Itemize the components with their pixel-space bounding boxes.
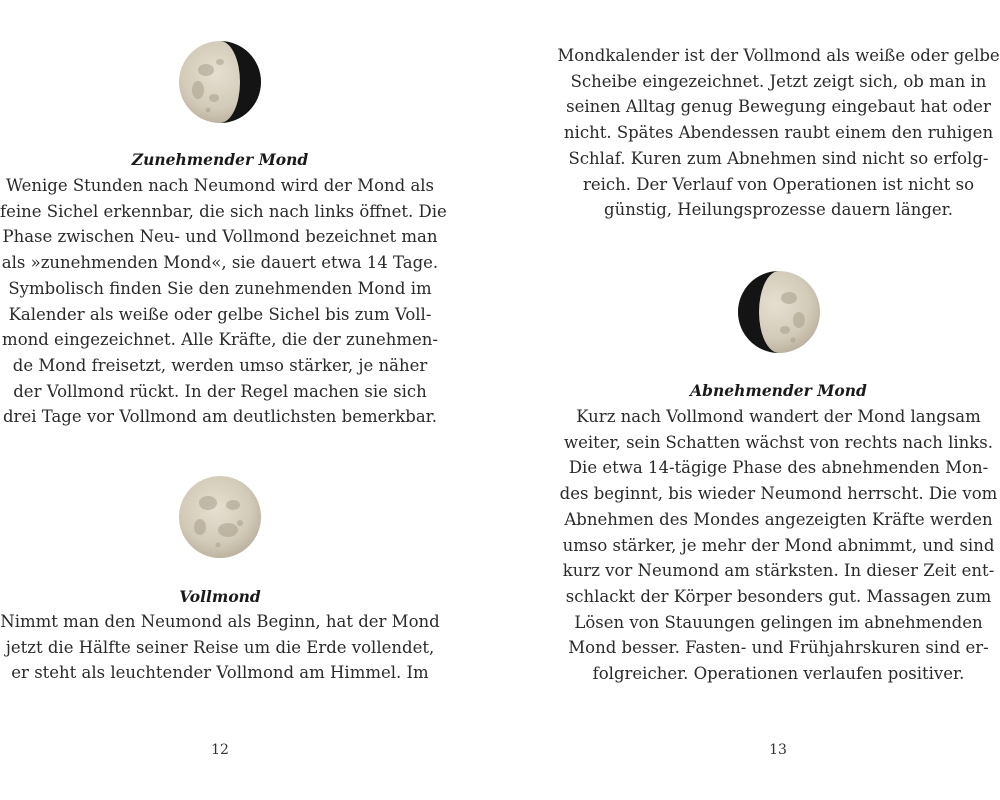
text-line: kurz vor Neumond am stärksten. In dieser Zeit ent- [562,561,995,581]
section-title-waxing: Zunehmender Mond [131,150,309,169]
section-title-waning: Abnehmender Mond [690,381,867,400]
continued-text [557,43,1000,223]
text-line: folgreicher. Operationen verlaufen positiver. [592,664,965,684]
text-line: des beginnt, bis wieder Neumond herrscht. Die vom [559,484,998,504]
section-text-waxing [0,173,447,430]
text-line: Wenige Stunden nach Neumond wird der Mond als [5,176,435,195]
text-line: reich. Der Verlauf von Operationen ist nicht so [582,174,975,194]
text-line: schlackt der Körper besonders gut. Massagen zum [565,586,992,606]
right-page [557,0,1000,800]
text-line: Die etwa 14-tägige Phase des abnehmenden Mon- [568,458,989,478]
page-number-right: 13 [769,742,787,758]
left-page [0,0,447,800]
full-moon-icon [178,475,262,559]
text-line: Kalender als weiße oder gelbe Sichel bis zum Voll- [8,304,432,324]
text-line: der Vollmond rückt. In der Regel machen sie sich [13,381,427,401]
text-line: nicht. Spätes Abendessen raubt einem den ruhigen [563,123,994,143]
text-line: umso stärker, je mehr der Mond abnimmt, und sind [562,535,995,555]
text-line: er steht als leuchtender Vollmond am Himmel. Im [11,663,429,683]
text-line: mond eingezeichnet. Alle Kräfte, die der zunehmen- [2,330,438,350]
text-line: weiter, sein Schatten wächst von rechts nach links. [563,432,994,452]
text-line: Abnehmen des Mondes angezeigten Kräfte werden [564,509,993,529]
text-line: Mondkalender ist der Vollmond als weiße oder gelbe [557,46,1000,65]
section-text-waning [557,404,1000,687]
section-title-full: Vollmond [179,587,261,606]
text-line: drei Tage vor Vollmond am deutlichsten bemerkbar. [3,407,437,427]
text-line: Mond besser. Fasten- und Frühjahrskuren sind er- [568,638,989,658]
text-line: günstig, Heilungsprozesse dauern länger. [604,200,953,220]
text-line: als »zunehmenden Mond«, sie dauert etwa 14 Tage. [1,253,439,273]
text-line: Kurz nach Vollmond wandert der Mond langsam [576,407,981,426]
text-line: feine Sichel erkennbar, die sich nach links öffnet. Die [0,201,447,221]
waxing-moon-icon [178,40,262,124]
text-line: seinen Alltag genug Bewegung eingebaut hat oder [566,97,991,117]
text-line: Lösen von Stauungen gelingen im abnehmenden [574,612,983,632]
text-line: Scheibe eingezeichnet. Jetzt zeigt sich, ob man in [570,71,987,91]
text-line: Schlaf. Kuren zum Abnehmen sind nicht so erfolg- [568,148,989,168]
section-text-full [0,609,440,686]
text-line: Phase zwischen Neu- und Vollmond bezeichnet man [2,227,438,247]
page-number-left: 12 [211,742,229,758]
text-line: jetzt die Hälfte seiner Reise um die Erde vollendet, [5,637,435,657]
text-line: Symbolisch finden Sie den zunehmenden Mond im [8,278,432,298]
text-line: de Mond freisetzt, werden umso stärker, je näher [12,355,428,375]
waning-moon-icon [737,270,821,354]
text-line: Nimmt man den Neumond als Beginn, hat der Mond [0,612,440,631]
